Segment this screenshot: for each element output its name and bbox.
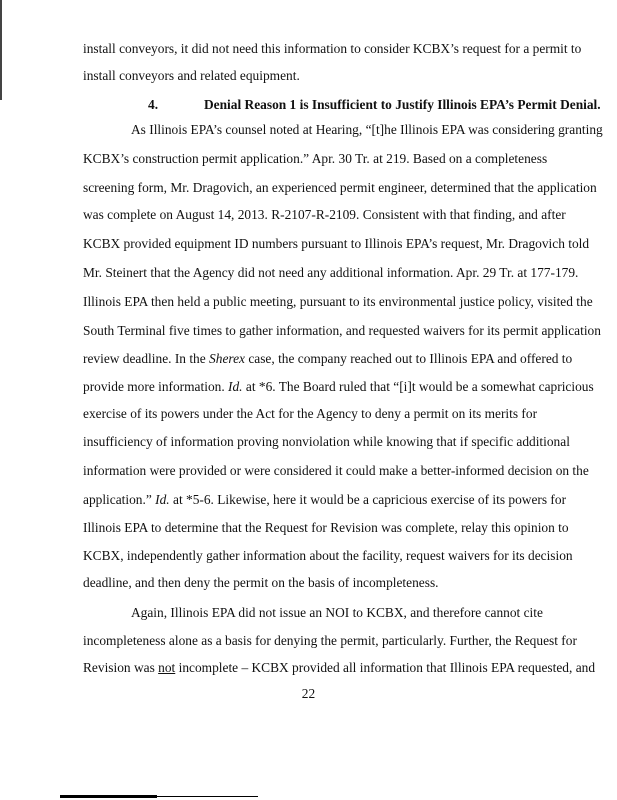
text-segment: insufficiency of information proving nonviolation while knowing that if specific additional (83, 434, 570, 449)
footnote-separator-thick (60, 795, 157, 798)
text-segment: screening form, Mr. Dragovich, an experienced permit engineer, determined that the application (83, 180, 597, 195)
text-line (83, 660, 596, 676)
text-line (83, 575, 541, 591)
text-line (131, 605, 541, 621)
text-line (83, 434, 570, 450)
text-segment: install conveyors, it did not need this information to consider KCBX’s request for a permit to (83, 41, 582, 56)
text-line (83, 207, 566, 223)
text-segment: was complete on August 14, 2013. R-2107-R-2109. Consistent with that finding, and after (83, 207, 566, 222)
section-heading (148, 97, 601, 113)
text-line (83, 379, 594, 395)
text-segment: deadline, and then deny the permit on the basis of incompleteness. (83, 575, 439, 590)
section-title: Denial Reason 1 is Insufficient to Justify Illinois EPA’s Permit Denial. (204, 97, 601, 112)
text-line (83, 151, 548, 167)
text-line (83, 463, 589, 479)
text-segment: incomplete – KCBX provided all information that Illinois EPA requested, and (175, 660, 596, 675)
text-line (83, 492, 567, 508)
text-segment: install conveyors and related equipment. (83, 68, 300, 83)
text-segment: Illinois EPA to determine that the Request for Revision was complete, relay this opinion to (83, 520, 569, 535)
text-segment: incompleteness alone as a basis for denying the permit, particularly. Further, the Request for (83, 633, 577, 648)
text-segment: South Terminal five times to gather information, and requested waivers for its permit application (83, 323, 601, 338)
text-segment: information were provided or were considered it could make a better-informed decision on the (83, 463, 589, 478)
citation-italic: Id. (155, 492, 170, 507)
emphasis-underline: not (158, 660, 176, 675)
text-line (83, 548, 573, 564)
text-segment: KCBX’s construction permit application.” Apr. 30 Tr. at 219. Based on a completeness (83, 151, 548, 166)
scan-edge-mark (0, 0, 2, 100)
text-line (83, 41, 582, 57)
text-segment: case, the company reached out to Illinois EPA and offered to (244, 351, 573, 366)
text-line (83, 633, 577, 649)
citation-italic: Sherex (209, 351, 245, 366)
text-segment: at *6. The Board ruled that “[i]t would be a somewhat capricious (242, 379, 594, 394)
text-line (83, 351, 573, 367)
text-segment: Again, Illinois EPA did not issue an NOI to KCBX, and therefore cannot cite (131, 605, 543, 620)
text-segment: Revision was (83, 660, 159, 675)
text-segment: KCBX, independently gather information about the facility, request waivers for its decision (83, 548, 573, 563)
text-line (83, 180, 597, 196)
text-line (83, 68, 541, 84)
citation-italic: Id. (228, 379, 243, 394)
text-segment: review deadline. In the (83, 351, 210, 366)
text-line (131, 122, 603, 138)
text-line (83, 323, 601, 339)
text-line (83, 265, 579, 281)
text-segment: application.” (83, 492, 156, 507)
text-segment: Illinois EPA then held a public meeting, pursuant to its environmental justice policy, visited the (83, 294, 593, 309)
text-segment: KCBX provided equipment ID numbers pursuant to Illinois EPA’s request, Mr. Dragovich told (83, 236, 590, 251)
text-segment: As Illinois EPA’s counsel noted at Hearing, “[t]he Illinois EPA was considering granting (131, 122, 603, 137)
text-line (83, 294, 593, 310)
text-line (83, 236, 590, 252)
page-number: 22 (301, 686, 316, 701)
text-segment: exercise of its powers under the Act for the Agency to deny a permit on its merits for (83, 406, 538, 421)
text-segment: Mr. Steinert that the Agency did not need any additional information. Apr. 29 Tr. at 177-179. (83, 265, 579, 280)
text-segment: at *5-6. Likewise, here it would be a capricious exercise of its powers for (169, 492, 567, 507)
text-segment: provide more information. (83, 379, 229, 394)
section-number: 4. (148, 97, 159, 112)
text-line (83, 520, 569, 536)
text-line (83, 406, 541, 422)
